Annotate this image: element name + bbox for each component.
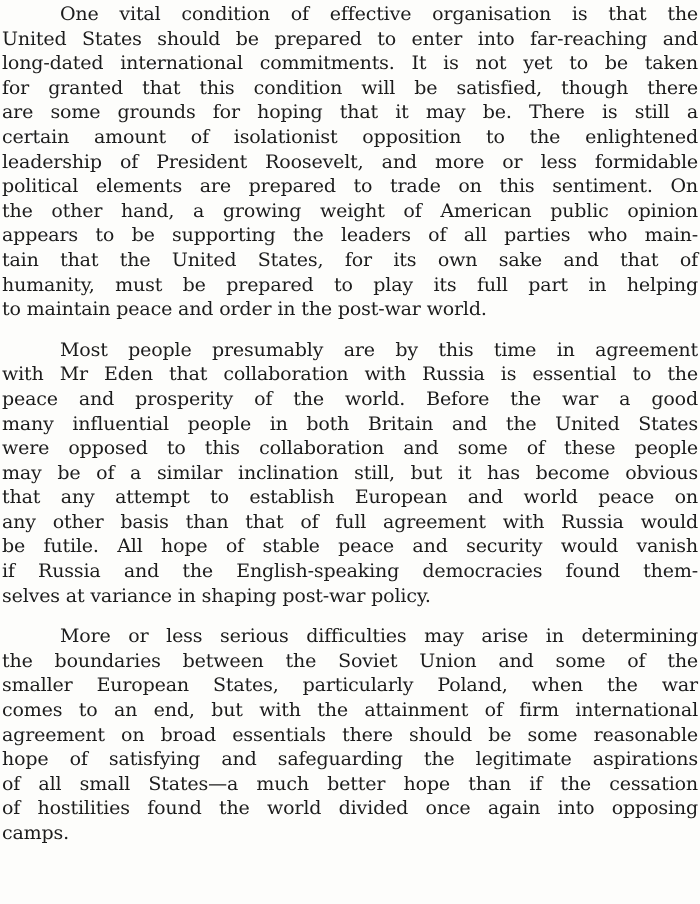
text-line: comes to an end, but with the attainment of firm international	[2, 699, 698, 722]
text-line: were opposed to this collaboration and some of these people	[2, 437, 698, 460]
text-line: for granted that this condition will be satisfied, though there	[2, 76, 698, 99]
text-line: any other basis than that of full agreement with Russia would	[2, 510, 698, 533]
paragraph-1	[2, 2, 698, 322]
text-line: that any attempt to establish European and world peace on	[2, 486, 698, 509]
text-line: the other hand, a growing weight of American public opinion	[2, 199, 698, 222]
text-line: selves at variance in shaping post-war policy.	[2, 584, 431, 607]
text-line: may be of a similar inclination still, but it has become obvious	[2, 461, 698, 484]
text-line: with Mr Eden that collaboration with Russia is essential to the	[2, 363, 698, 386]
text-line: be futile. All hope of stable peace and security would vanish	[2, 535, 698, 558]
text-line: agreement on broad essentials there should be some reasonable	[2, 723, 698, 746]
paragraph-2	[2, 338, 698, 609]
text-line: peace and prosperity of the world. Before the war a good	[2, 387, 698, 410]
text-line: humanity, must be prepared to play its full part in helping	[2, 273, 698, 296]
text-line: if Russia and the English-speaking democracies found them-	[2, 560, 698, 583]
paragraph-gap	[2, 608, 698, 624]
text-line: leadership of President Roosevelt, and more or less formidable	[2, 150, 698, 173]
text-line: long-dated international commitments. It is not yet to be taken	[2, 52, 698, 75]
text-line: certain amount of isolationist opposition to the enlightened	[2, 125, 698, 148]
text-line: of all small States—a much better hope than if the cessation	[2, 772, 698, 795]
text-line: the boundaries between the Soviet Union and some of the	[2, 649, 698, 672]
text-line: political elements are prepared to trade on this sentiment. On	[2, 175, 698, 198]
text-line: Most people presumably are by this time in agreement	[60, 338, 698, 361]
paragraph-gap	[2, 322, 698, 338]
text-line: hope of satisfying and safeguarding the legitimate aspirations	[2, 748, 698, 771]
text-line: many influential people in both Britain and the United States	[2, 412, 698, 435]
text-line: are some grounds for hoping that it may be. There is still a	[2, 101, 698, 124]
text-line: camps.	[2, 822, 70, 844]
text-line: appears to be supporting the leaders of all parties who main-	[2, 224, 698, 247]
text-line: tain that the United States, for its own sake and that of	[2, 248, 698, 271]
article-text-column	[2, 2, 698, 846]
text-line: smaller European States, particularly Poland, when the war	[2, 674, 698, 697]
text-line: of hostilities found the world divided once again into opposing	[2, 797, 698, 820]
paragraph-3	[2, 624, 698, 845]
text-line: United States should be prepared to enter into far-reaching and	[2, 27, 698, 50]
text-line: to maintain peace and order in the post-war world.	[2, 298, 487, 321]
text-line: One vital condition of effective organisation is that the	[60, 3, 698, 25]
text-line: More or less serious difficulties may arise in determining	[60, 625, 698, 648]
